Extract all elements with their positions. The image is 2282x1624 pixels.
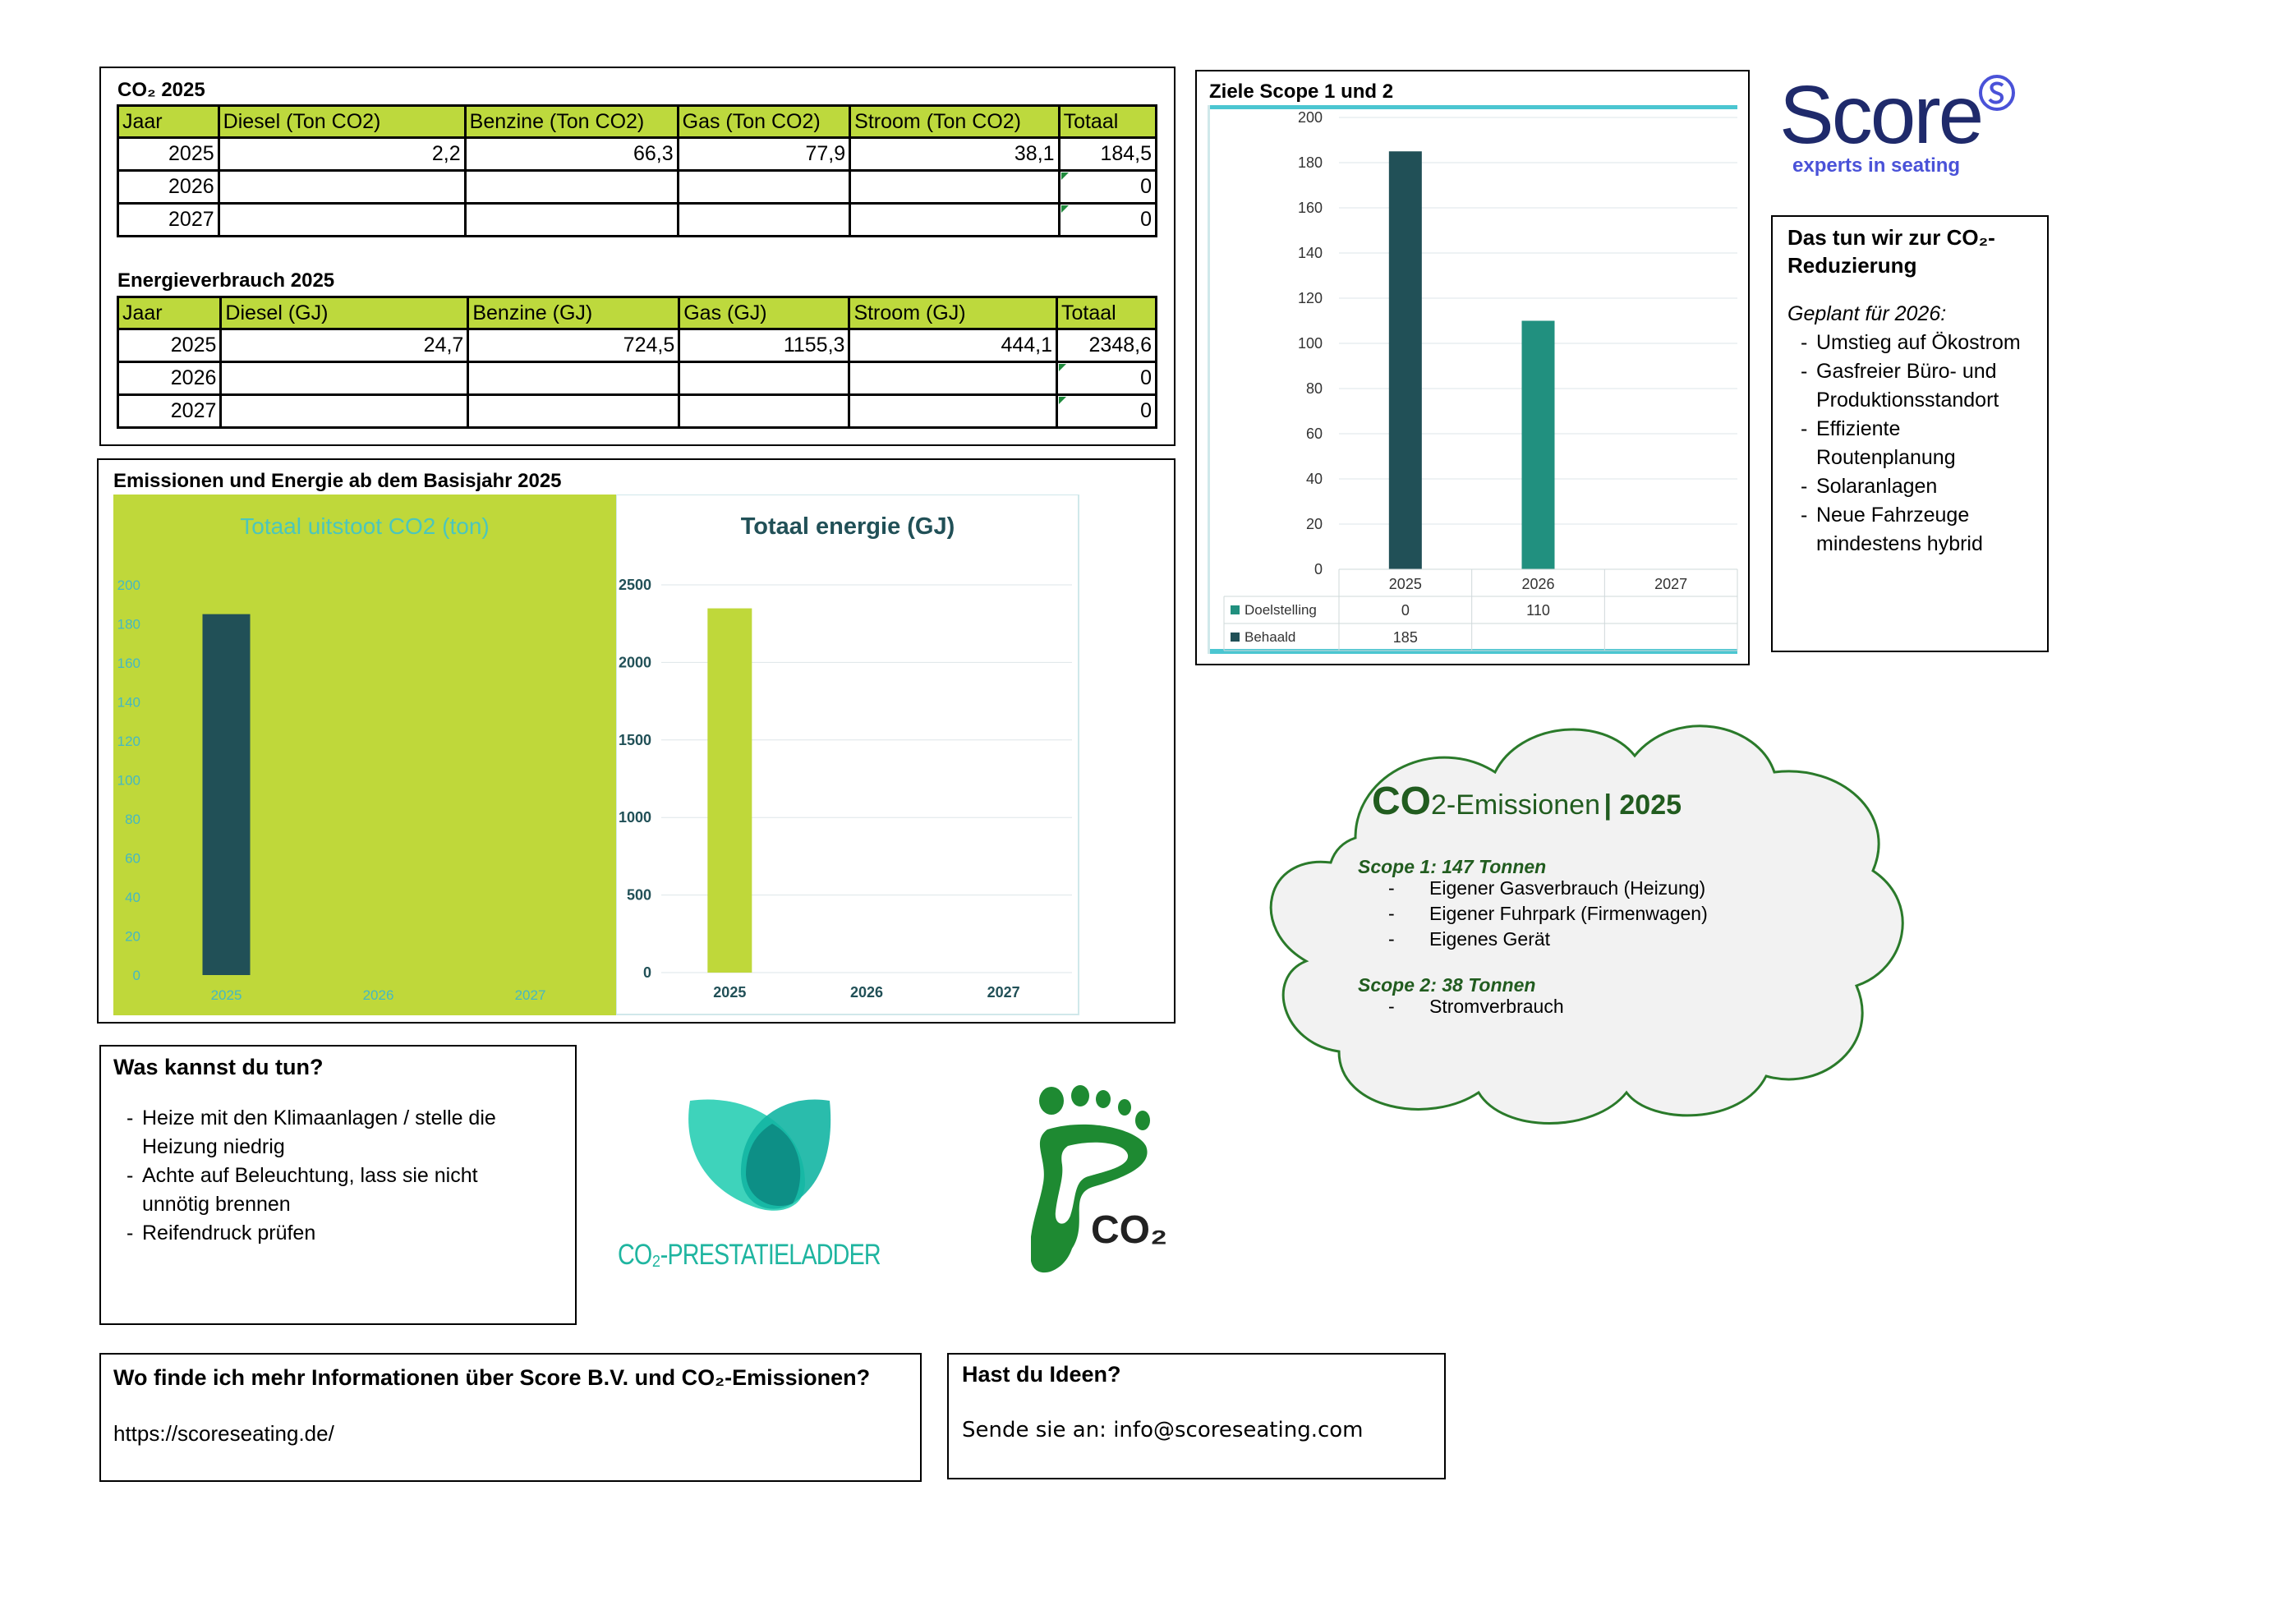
- co2-table: [117, 104, 1157, 237]
- chart-background: [113, 495, 616, 1015]
- table-cell: [219, 204, 465, 237]
- data-label: 0: [1401, 602, 1410, 619]
- bar: [707, 609, 752, 973]
- co2-footprint-icon: [1031, 1084, 1220, 1290]
- y-tick-label: 60: [125, 850, 140, 867]
- x-tick-label: 2025: [713, 984, 747, 1001]
- x-tick-label: 2027: [1654, 576, 1688, 592]
- table-cell: 2348,6: [1057, 329, 1157, 362]
- x-tick-label: 2025: [210, 987, 242, 1003]
- list-item: - Stromverbrauch: [1388, 994, 1564, 1019]
- scope2-label: Scope 2: 38 Tonnen: [1358, 974, 1536, 996]
- table-header-cell: Gas (GJ): [679, 297, 849, 329]
- list-item: - Effiziente Routenplanung: [1789, 415, 2036, 472]
- x-tick-label: 2026: [362, 987, 394, 1003]
- table-header-row: [118, 106, 1157, 138]
- y-tick-label: 80: [1305, 380, 1323, 397]
- y-tick-label: 0: [1314, 561, 1323, 577]
- x-tick-label: 2027: [514, 987, 546, 1003]
- y-tick-label: 140: [117, 694, 140, 711]
- y-tick-label: 100: [117, 772, 140, 789]
- list-item: - Reifendruck prüfen: [115, 1219, 559, 1248]
- table-cell: [468, 395, 679, 428]
- table-cell: 2027: [118, 395, 221, 428]
- table-header-cell: Stroom (Ton CO2): [850, 106, 1059, 138]
- table-header-cell: Jaar: [118, 106, 219, 138]
- bar: [1522, 321, 1555, 570]
- table-cell: 77,9: [678, 138, 850, 171]
- list-item: - Eigener Fuhrpark (Firmenwagen): [1388, 901, 1708, 927]
- table-cell: 2027: [118, 204, 219, 237]
- list-item: - Umstieg auf Ökostrom: [1789, 329, 2036, 357]
- ideas-title: Hast du Ideen?: [962, 1362, 1121, 1387]
- y-tick-label: 0: [132, 968, 140, 983]
- co2-prestatieladder-leaf-icon: [682, 1093, 838, 1216]
- info-url-link[interactable]: https://scoreseating.de/: [113, 1421, 334, 1446]
- y-tick-label: 180: [1297, 154, 1323, 171]
- cloud-title-rest: 2-Emissionen: [1431, 789, 1600, 821]
- table-cell: 2,2: [219, 138, 465, 171]
- cloud-title-co: CO: [1372, 780, 1431, 823]
- table-header-cell: Totaal: [1057, 297, 1157, 329]
- tips-title: Was kannst du tun?: [113, 1055, 324, 1079]
- table-header-cell: Stroom (GJ): [849, 297, 1057, 329]
- energy-table: [117, 296, 1157, 429]
- legend-label: Doelstelling: [1245, 602, 1317, 618]
- table-cell: [465, 204, 678, 237]
- y-tick-label: 1500: [618, 731, 651, 748]
- y-tick-label: 40: [125, 890, 140, 905]
- scope-goals-chart: [1208, 103, 1740, 657]
- chart-title: Totaal uitstoot CO2 (ton): [240, 513, 490, 539]
- y-tick-label: 60: [1305, 426, 1323, 442]
- legend-swatch: [1231, 633, 1240, 642]
- y-tick-label: 20: [125, 928, 140, 945]
- y-tick-label: 160: [117, 656, 140, 671]
- score-logo: [1774, 70, 2029, 185]
- table-cell: [221, 395, 468, 428]
- table-row: [118, 362, 1157, 395]
- table-cell: [678, 171, 850, 204]
- x-tick-label: 2026: [1521, 576, 1555, 592]
- bar: [203, 614, 251, 975]
- table-cell: [678, 204, 850, 237]
- table-cell: 2025: [118, 329, 221, 362]
- energy-total-chart: [616, 495, 1079, 1015]
- table-cell: 24,7: [221, 329, 468, 362]
- table-cell: 724,5: [468, 329, 679, 362]
- y-tick-label: 1000: [618, 809, 651, 826]
- list-dash: -: [1388, 903, 1395, 924]
- scope1-list: [1388, 876, 1708, 952]
- table-cell: 2025: [118, 138, 219, 171]
- table-header-cell: Diesel (Ton CO2): [219, 106, 465, 138]
- data-label: 185: [1392, 629, 1418, 646]
- energy-table-title: Energieverbrauch 2025: [117, 269, 335, 292]
- table-header-cell: Diesel (GJ): [221, 297, 468, 329]
- bar: [1389, 151, 1422, 569]
- table-cell: 184,5: [1059, 138, 1156, 171]
- table-cell: [850, 204, 1059, 237]
- table-cell: [850, 171, 1059, 204]
- table-cell: 0: [1057, 362, 1157, 395]
- table-header-cell: Totaal: [1059, 106, 1156, 138]
- table-cell: [465, 171, 678, 204]
- plans-list: [1789, 329, 2036, 559]
- table-cell: 66,3: [465, 138, 678, 171]
- list-dash: -: [1388, 877, 1395, 899]
- y-tick-label: 80: [125, 812, 140, 827]
- cloud-title: [1372, 779, 1682, 824]
- table-header-cell: Gas (Ton CO2): [678, 106, 850, 138]
- list-item: - Eigener Gasverbrauch (Heizung): [1388, 876, 1708, 901]
- table-cell: [849, 362, 1057, 395]
- list-item: - Gasfreier Büro- und Produktionsstandort: [1789, 357, 2036, 415]
- y-tick-label: 2000: [618, 654, 651, 671]
- y-tick-label: 2500: [618, 577, 651, 593]
- y-tick-label: 180: [117, 616, 140, 633]
- x-tick-label: 2025: [1388, 576, 1422, 592]
- list-item: - Heize mit den Klimaanlagen / stelle die Heizung niedrig: [115, 1104, 559, 1162]
- y-tick-label: 200: [117, 577, 140, 593]
- table-cell: 444,1: [849, 329, 1057, 362]
- co2-table-title: CO₂ 2025: [117, 79, 205, 101]
- list-item: - Neue Fahrzeuge mindestens hybrid: [1789, 501, 2036, 559]
- chart-background: [616, 495, 1079, 1014]
- y-tick-label: 0: [642, 964, 651, 981]
- table-row: [118, 204, 1157, 237]
- table-cell: [849, 395, 1057, 428]
- y-tick-label: 40: [1305, 471, 1323, 487]
- table-cell: 2026: [118, 362, 221, 395]
- y-tick-label: 100: [1297, 335, 1323, 352]
- y-tick-label: 140: [1297, 245, 1323, 261]
- table-cell: [219, 171, 465, 204]
- table-cell: 38,1: [850, 138, 1059, 171]
- x-tick-label: 2026: [849, 984, 884, 1001]
- list-item: - Achte auf Beleuchtung, lass sie nicht unnötig brennen: [115, 1162, 559, 1219]
- table-header-cell: Benzine (GJ): [468, 297, 679, 329]
- scope2-list: [1388, 994, 1564, 1019]
- table-header-cell: Benzine (Ton CO2): [465, 106, 678, 138]
- ideas-text: Sende sie an: info@scoreseating.com: [962, 1418, 1364, 1442]
- score-s-badge-icon: [1978, 74, 2016, 112]
- table-cell: 0: [1059, 204, 1156, 237]
- list-dash: -: [1388, 996, 1395, 1017]
- tips-list: [115, 1104, 559, 1248]
- table-cell: 0: [1057, 395, 1157, 428]
- cloud-title-year: | 2025: [1603, 789, 1682, 821]
- data-label: 110: [1526, 602, 1550, 619]
- info-title: Wo finde ich mehr Informationen über Score B.V. und CO₂-Emissionen?: [113, 1365, 871, 1390]
- y-tick-label: 20: [1305, 516, 1323, 532]
- list-item: - Eigenes Gerät: [1388, 927, 1708, 952]
- table-cell: [221, 362, 468, 395]
- table-cell: 2026: [118, 171, 219, 204]
- list-dash: -: [1388, 928, 1395, 950]
- table-row: [118, 171, 1157, 204]
- table-cell: [679, 362, 849, 395]
- co2-total-chart: [113, 495, 616, 1015]
- y-tick-label: 160: [1297, 200, 1323, 216]
- co2-prestatieladder-text: CO₂-PRESTATIELADDER: [618, 1239, 881, 1271]
- chart-title: Totaal energie (GJ): [740, 513, 955, 540]
- table-row: [118, 329, 1157, 362]
- list-item: - Solaranlagen: [1789, 472, 2036, 501]
- table-header-row: [118, 297, 1157, 329]
- table-cell: 1155,3: [679, 329, 849, 362]
- x-tick-label: 2027: [987, 984, 1020, 1001]
- plans-subtitle: Geplant für 2026:: [1787, 302, 1947, 325]
- table-cell: [679, 395, 849, 428]
- table-cell: 0: [1059, 171, 1156, 204]
- table-row: [118, 138, 1157, 171]
- y-tick-label: 120: [1297, 290, 1323, 306]
- legend-swatch: [1231, 605, 1240, 614]
- emissions-section-title: Emissionen und Energie ab dem Basisjahr 2025: [113, 470, 562, 492]
- co2-footprint-text: CO₂: [1091, 1208, 1168, 1252]
- table-cell: [468, 362, 679, 395]
- y-tick-label: 500: [626, 886, 651, 904]
- plans-title: Das tun wir zur CO₂-Reduzierung: [1787, 225, 1995, 278]
- legend-label: Behaald: [1245, 629, 1296, 645]
- table-header-cell: Jaar: [118, 297, 221, 329]
- table-row: [118, 395, 1157, 428]
- scope1-label: Scope 1: 147 Tonnen: [1358, 856, 1547, 877]
- score-wordmark: Score: [1779, 69, 1982, 161]
- score-tagline: experts in seating: [1792, 154, 1961, 177]
- scope-section-title: Ziele Scope 1 und 2: [1209, 81, 1394, 103]
- y-tick-label: 120: [117, 734, 140, 749]
- y-tick-label: 200: [1297, 109, 1323, 126]
